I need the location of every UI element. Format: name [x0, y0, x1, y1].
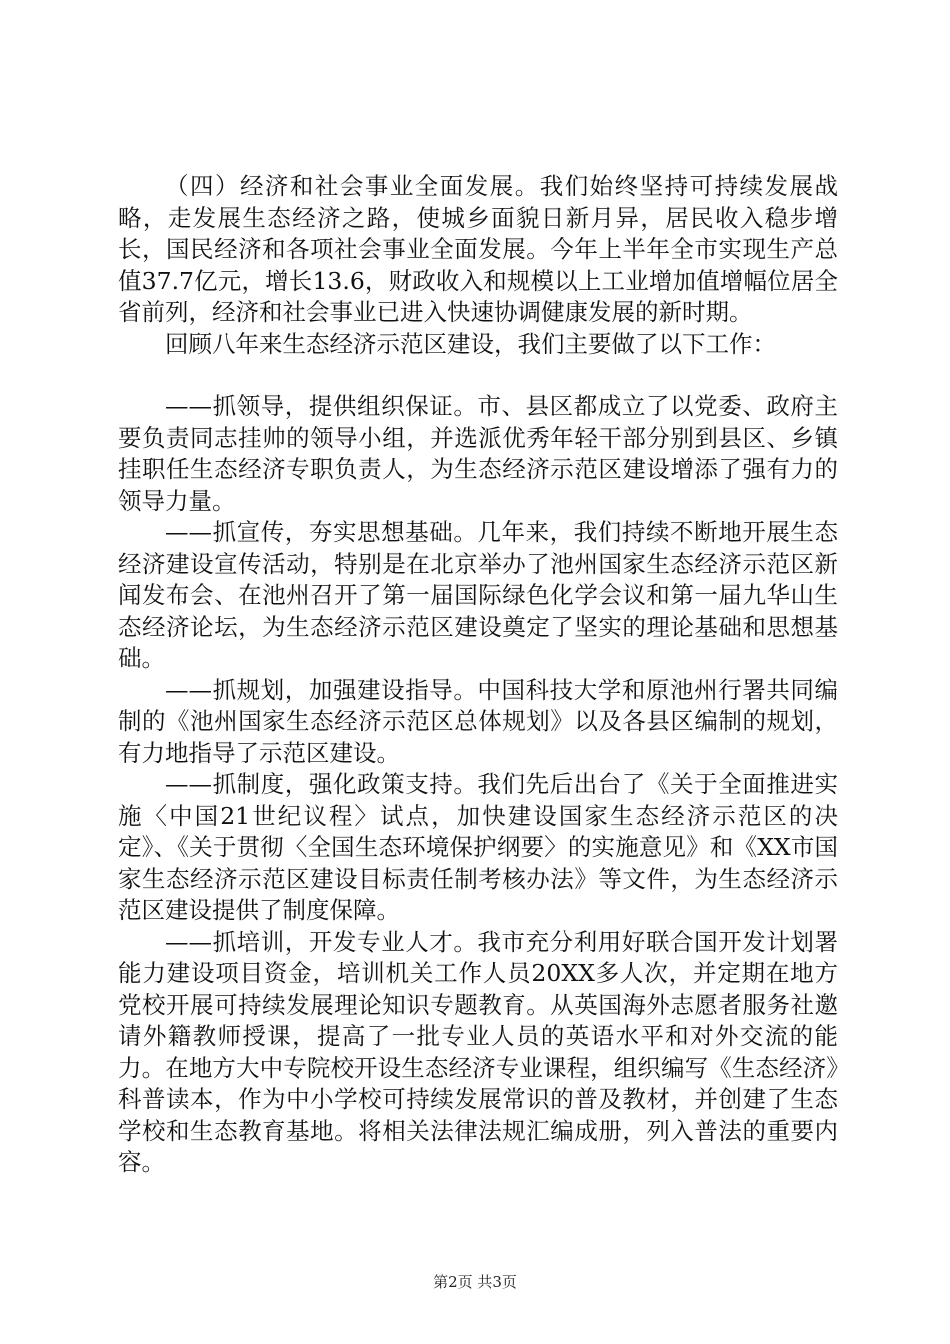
page-number-footer: 第2页 共3页	[433, 1273, 517, 1291]
paragraph-policy: ——抓制度，强化政策支持。我们先后出台了《关于全面推进实施〈中国21世纪议程〉试点，加快建设国家生态经济示范区的决定》、《关于贯彻〈全国生态环境保护纲要〉的实施意见》和《XX市国家生态经济示范区建设目标责任制考核办法》等文件，为生态经济示范区建设提供了制度保障。	[118, 770, 838, 924]
paragraph-publicity: ——抓宣传，夯实思想基础。几年来，我们持续不断地开展生态经济建设宣传活动，特别是在北京举办了池州国家生态经济示范区新闻发布会、在池州召开了第一届国际绿色化学会议和第一届九华山生态经济论坛，为生态经济示范区建设奠定了坚实的理论基础和思想基础。	[118, 518, 838, 672]
document-body	[118, 171, 838, 1179]
paragraph-planning: ——抓规划，加强建设指导。中国科技大学和原池州行署共同编制的《池州国家生态经济示范区总体规划》以及各县区编制的规划，有力地指导了示范区建设。	[118, 675, 838, 767]
paragraph-review-intro: 回顾八年来生态经济示范区建设，我们主要做了以下工作：	[165, 329, 776, 358]
paragraph-training: ——抓培训，开发专业人才。我市充分利用好联合国开发计划署能力建设项目资金，培训机关工作人员20XX多人次，并定期在地方党校开展可持续发展理论知识专题教育。从英国海外志愿者服务社邀请外籍教师授课，提高了一批专业人员的英语水平和对外交流的能力。在地方大中专院校开设生态经济专业课程，组织编写《生态经济》科普读本，作为中小学校可持续发展常识的普及教材，并创建了生态学校和生态教育基地。将相关法律法规汇编成册，列入普法的重要内容。	[118, 927, 838, 1176]
paragraph-leadership: ——抓领导，提供组织保证。市、县区都成立了以党委、政府主要负责同志挂帅的领导小组，并选派优秀年轻干部分别到县区、乡镇挂职任生态经济专职负责人，为生态经济示范区建设增添了强有力的领导力量。	[118, 392, 838, 515]
paragraph-economic-development: （四）经济和社会事业全面发展。我们始终坚持可持续发展战略，走发展生态经济之路，使城乡面貌日新月异，居民收入稳步增长，国民经济和各项社会事业全面发展。今年上半年全市实现生产总值37.7亿元，增长13.6，财政收入和规模以上工业增加值增幅位居全省前列，经济和社会事业已进入快速协调健康发展的新时期。	[118, 172, 838, 326]
paragraph-spacer	[118, 360, 838, 391]
